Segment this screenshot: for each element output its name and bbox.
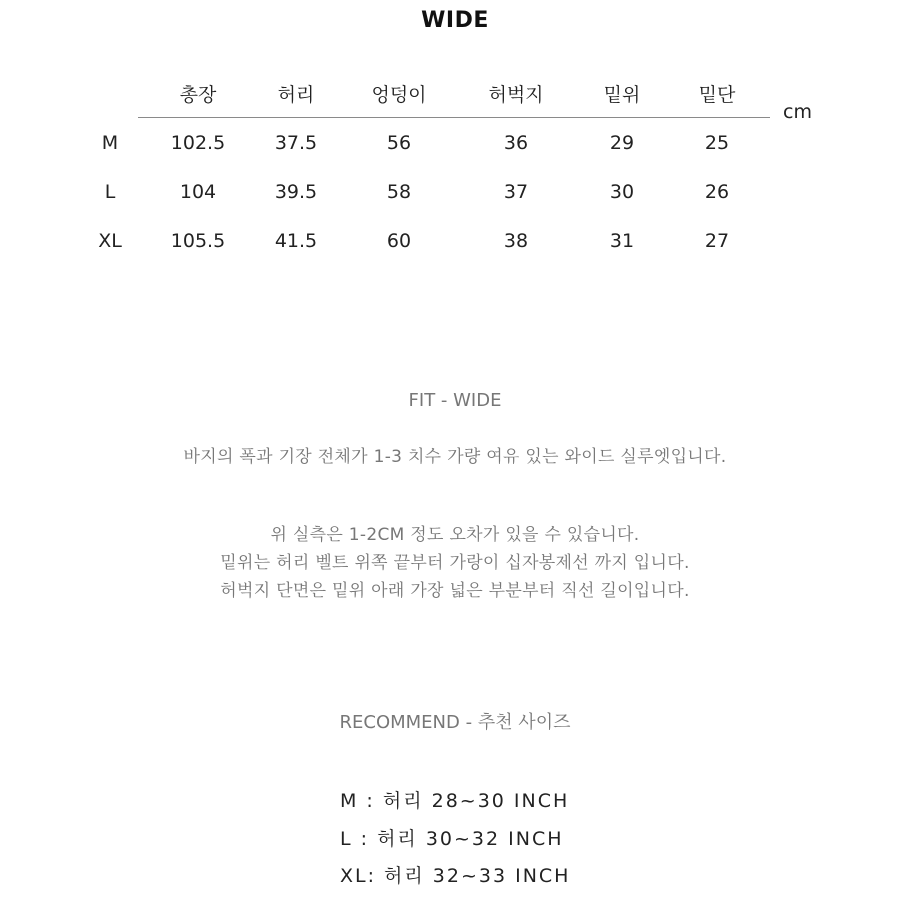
table-cell: 36 (503, 132, 529, 154)
column-header-waist: 허리 (277, 84, 315, 106)
table-cell: 104 (179, 181, 217, 203)
table-cell: 60 (386, 230, 412, 252)
column-header-total-length: 총장 (179, 84, 217, 106)
row-size-label: L (104, 181, 116, 203)
table-cell: 105.5 (170, 230, 226, 252)
row-size-label: XL (98, 230, 122, 252)
column-header-rise: 밑위 (603, 84, 641, 106)
recommend-title: RECOMMEND - 추천 사이즈 (339, 712, 571, 733)
recommend-line: XL: 허리 32~33 INCH (340, 865, 571, 887)
table-cell: 30 (609, 181, 635, 203)
header-divider (138, 117, 770, 118)
table-cell: 25 (704, 132, 730, 154)
table-cell: 58 (386, 181, 412, 203)
page-title: WIDE (421, 8, 489, 33)
column-header-hem: 밑단 (698, 84, 736, 106)
table-cell: 38 (503, 230, 529, 252)
table-cell: 102.5 (170, 132, 226, 154)
table-cell: 37 (503, 181, 529, 203)
recommend-line: M : 허리 28~30 INCH (340, 790, 570, 812)
table-cell: 29 (609, 132, 635, 154)
table-cell: 56 (386, 132, 412, 154)
recommend-line: L : 허리 30~32 INCH (340, 828, 564, 850)
note-line: 허벅지 단면은 밑위 아래 가장 넓은 부분부터 직선 길이입니다. (220, 581, 690, 601)
table-cell: 41.5 (274, 230, 318, 252)
table-cell: 27 (704, 230, 730, 252)
column-header-thigh: 허벅지 (488, 84, 544, 106)
table-cell: 37.5 (274, 132, 318, 154)
fit-title: FIT - WIDE (408, 390, 502, 411)
note-line: 밑위는 허리 벨트 위쪽 끝부터 가랑이 십자봉제선 까지 입니다. (220, 553, 690, 573)
table-cell: 31 (609, 230, 635, 252)
table-cell: 39.5 (274, 181, 318, 203)
column-header-hip: 엉덩이 (371, 84, 427, 106)
table-cell: 26 (704, 181, 730, 203)
row-size-label: M (101, 132, 119, 154)
unit-label: cm (783, 101, 812, 123)
note-line: 위 실측은 1-2CM 정도 오차가 있을 수 있습니다. (270, 525, 640, 545)
fit-description: 바지의 폭과 기장 전체가 1-3 치수 가량 여유 있는 와이드 실루엣입니다. (183, 447, 727, 467)
